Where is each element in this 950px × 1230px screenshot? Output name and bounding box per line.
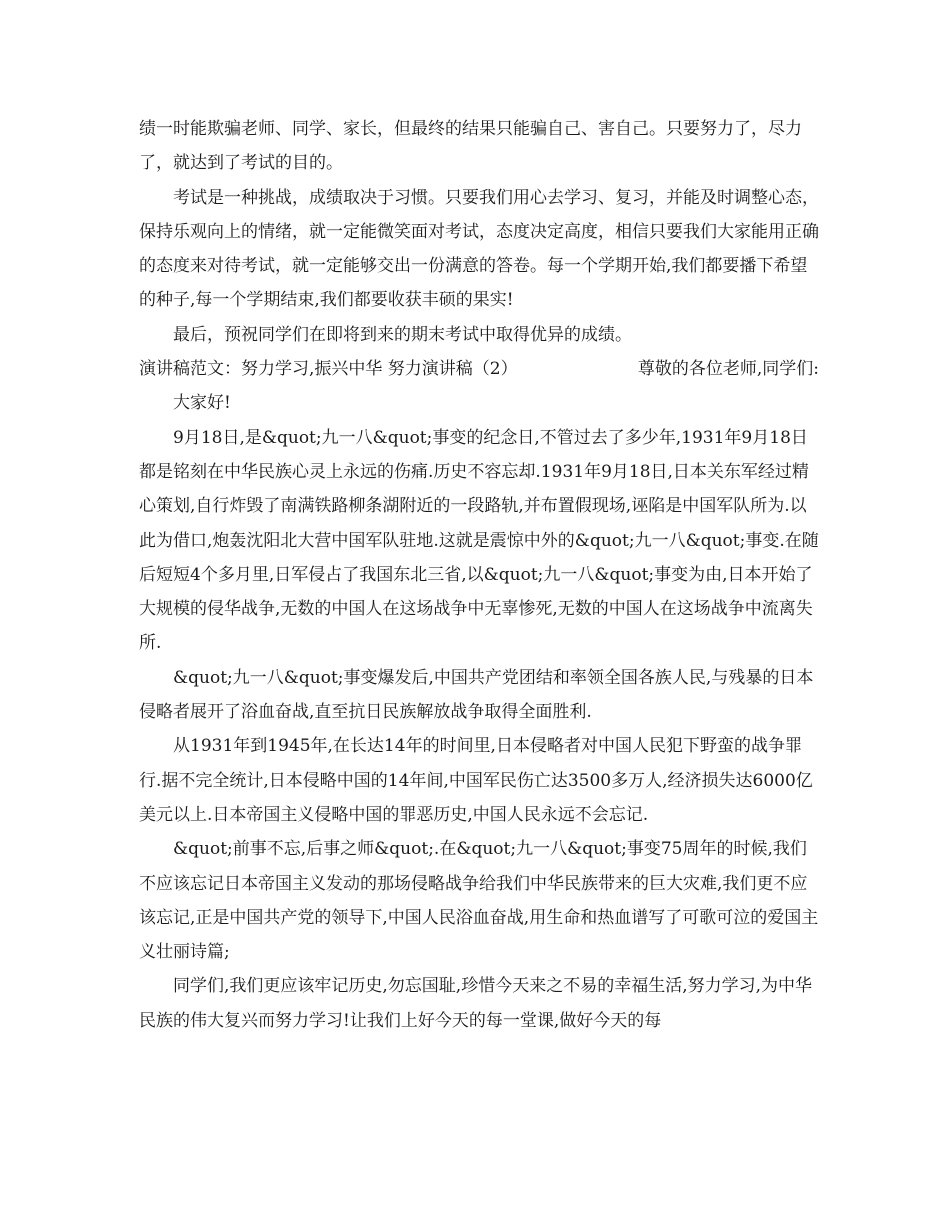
- paragraph-communist-party: &quot;九一八&quot;事变爆发后,中国共产党团结和率领全国各族人民,与残暴的日本侵略者展开了浴血奋战,直至抗日民族解放战争取得全面胜利.: [139, 667, 814, 723]
- paragraph-war-crimes: 从1931年到1945年,在长达14年的时间里,日本侵略者对中国人民犯下野蛮的战争罪行.据不完全统计,日本侵略中国的14年间,中国军民伤亡达3500多万人,经济损失达6000亿美元以上.日本帝国主义侵略中国的罪恶历史,中国人民永远不会忘记.: [139, 736, 813, 825]
- document-body: [139, 112, 819, 1038]
- paragraph-sept-18-history: 9月18日,是&quot;九一八&quot;事变的纪念日,不管过去了多少年,1931年9月18日都是铭刻在中华民族心灵上永远的伤痛.历史不容忘却.1931年9月18日,日本关东军经过精心策划,自行炸毁了南满铁路柳条湖附近的一段路轨,并布置假现场,诬陷是中国军队所为.以此为借口,炮轰沈阳北大营中国军队驻地.这就是震惊中外的&quot;九一八&quot;事变.在随后短短4个多月里,日军侵占了我国东北三省,以&quot;九一八&quot;事变为由,日本开始了大规模的侵华战争,无数的中国人在这场战争中无辜惨死,无数的中国人在这场战争中流离失所.: [139, 427, 819, 654]
- paragraph-exam-challenge: 考试是一种挑战，成绩取决于习惯。只要我们用心去学习、复习，并能及时调整心态，保持乐观向上的情绪，就一定能微笑面对考试，态度决定高度，相信只要我们大家能用正确的态度来对待考试，就一定能够交出一份满意的答卷。每一个学期开始,我们都要播下希望的种子,每一个学期结束,我们都要收获丰硕的果实!: [139, 187, 819, 311]
- paragraph-closing-wish: 最后，预祝同学们在即将到来的期末考试中取得优异的成绩。: [173, 324, 632, 345]
- speech-salutation: 尊敬的各位老师,同学们:: [637, 359, 819, 380]
- paragraph-remember-history: &quot;前事不忘,后事之师&quot;.在&quot;九一八&quot;事变75周年的时候,我们不应该忘记日本帝国主义发动的那场侵略战争给我们中华民族带来的巨大灾难,我们更不应该忘记,正是中国共产党的领导下,中国人民浴血奋战,用生命和热血谱写了可歌可泣的爱国主义壮丽诗篇;: [139, 839, 819, 963]
- paragraph-greeting: 大家好!: [173, 393, 231, 414]
- paragraph-students-call: 同学们,我们更应该牢记历史,勿忘国耻,珍惜今天来之不易的幸福生活,努力学习,为中华民族的伟大复兴而努力学习!让我们上好今天的每一堂课,做好今天的每: [139, 976, 813, 1031]
- paragraph-continuation: 绩一时能欺骗老师、同学、家长，但最终的结果只能骗自己、害自己。只要努力了，尽力了，就达到了考试的目的。: [139, 119, 802, 174]
- speech-title: 演讲稿范文：努力学习,振兴中华 努力演讲稿（2）: [139, 359, 518, 380]
- speech-heading-line: [139, 352, 819, 386]
